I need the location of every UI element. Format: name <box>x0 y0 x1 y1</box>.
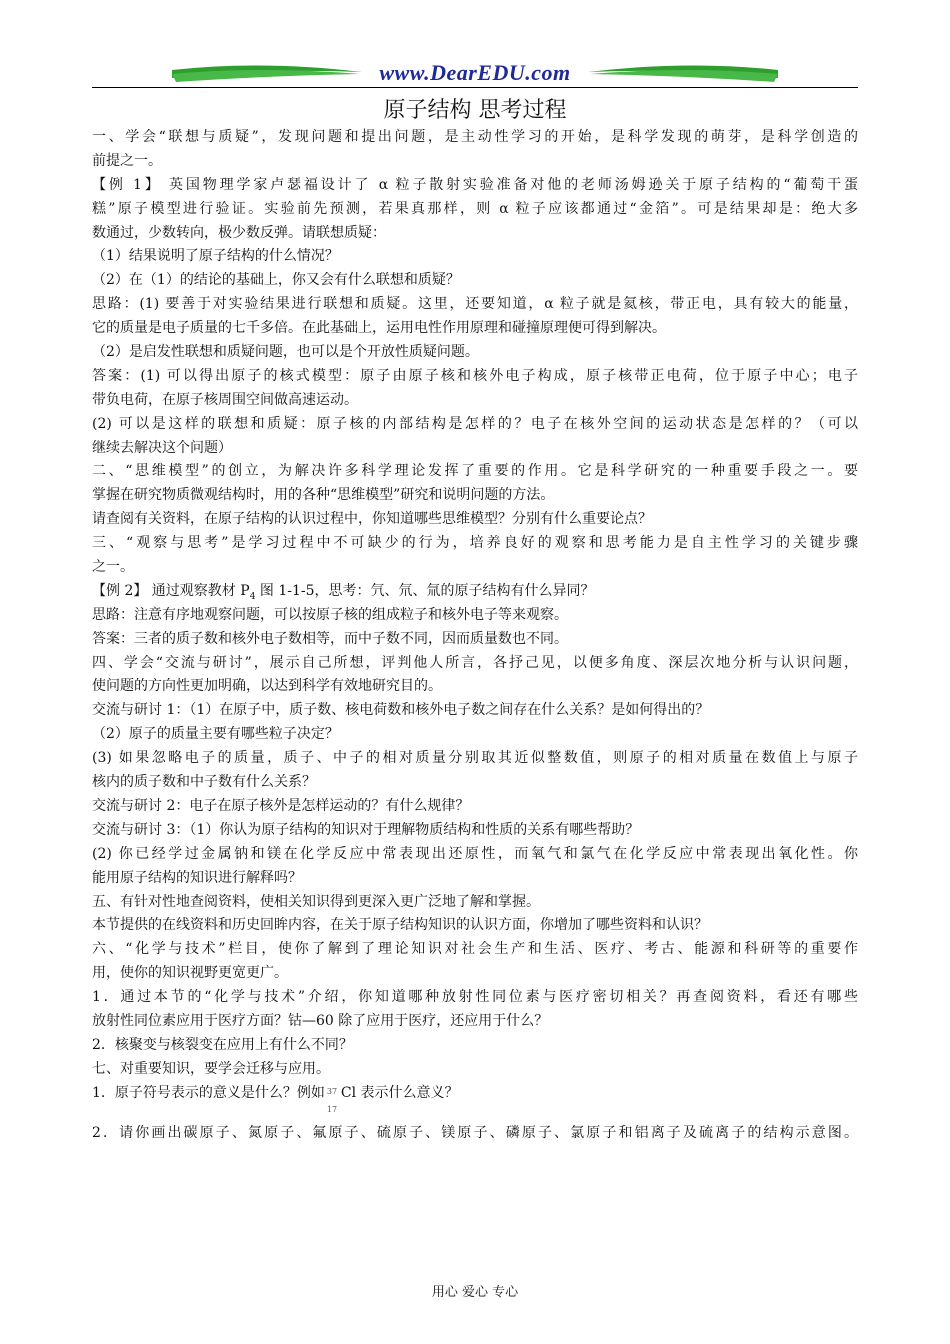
text-line: （2）在（1）的结论的基础上，你又会有什么联想和质疑？ <box>92 272 460 289</box>
text-line: 本节提供的在线资料和历史回眸内容，在关于原子结构知识的认识方面，你增加了哪些资料和认识？ <box>92 917 708 934</box>
text-line: 六、“化学与技术”栏目，使你了解到了理论知识对社会生产和生活、医疗、考古、能源和科研等的重要作 <box>92 941 858 958</box>
text-line: 之一。 <box>92 559 134 576</box>
header-rule <box>92 87 858 88</box>
page-title: 原子结构 思考过程 <box>383 98 567 123</box>
text-line: （2）是启发性联想和质疑问题，也可以是个开放性质疑问题。 <box>92 344 479 361</box>
example-2-line: 【例 2】 通过观察教材 $P_4$ 图 1-1-5，思考：氕、氘、氚的原子结构有什么异同？ <box>92 582 595 602</box>
text-line: 请查阅有关资料，在原子结构的认识过程中，你知道哪些思维模型？分别有什么重要论点？ <box>92 511 652 528</box>
text-line: 四、学会“交流与研讨”，展示自己所想，评判他人所言，各抒己见，以便多角度、深层次地分析与认识问题， <box>92 654 858 671</box>
text-line: 放射性同位素应用于医疗方面？钴—60 除了应用于医疗，还应用于什么？ <box>92 1012 549 1029</box>
text-line: 【例 1】 英国物理学家卢瑟福设计了 α 粒子散射实验准备对他的老师汤姆逊关于原子结构的“葡萄干蛋 <box>92 176 858 193</box>
text-line: 数通过，少数转向，极少数反弹。请联想质疑： <box>92 224 386 241</box>
text-line: 1．通过本节的“化学与技术”介绍，你知道哪种放射性同位素与医疗密切相关？再查阅资料，看还有哪些 <box>92 989 858 1006</box>
text-line: 继续去解决这个问题） <box>92 439 232 456</box>
text-line: 2．核聚变与核裂变在应用上有什么不同？ <box>92 1036 353 1053</box>
text-line: 核内的质子数和中子数有什么关系？ <box>92 774 316 791</box>
text-line: (2) 可以是这样的联想和质疑：原子核的内部结构是怎样的？电子在核外空间的运动状态是怎样的？（可以 <box>92 415 858 432</box>
text-line: 它的质量是电子质量的七千多倍。在此基础上，运用电性作用原理和碰撞原理便可得到解决。 <box>92 320 666 337</box>
text-line: 用，使你的知识视野更宽更广。 <box>92 965 288 982</box>
text-line: 答案：(1) 可以得出原子的核式模型：原子由原子核和核外电子构成，原子核带正电荷，位于原子中心；电子 <box>92 367 858 384</box>
text-line: （2）原子的质量主要有哪些粒子决定？ <box>92 726 339 743</box>
text-line: 交流与研讨 3：（1）你认为原子结构的知识对于理解物质结构和性质的关系有哪些帮助？ <box>92 821 640 838</box>
text-line: 思路：注意有序地观察问题，可以按原子核的组成粒子和核外电子等来观察。 <box>92 606 568 623</box>
text-line: 三、“观察与思考”是学习过程中不可缺少的行为，培养良好的观察和思考能力是自主性学习的关键步骤 <box>92 535 858 552</box>
text-line: 思路：(1) 要善于对实验结果进行联想和质疑。这里，还要知道，α 粒子就是氦核，带正电，具有较大的能量， <box>92 296 858 313</box>
isotope-question-line: 1．原子符号表示的意义是什么？例如 37 17 Cl 表示什么意义？ <box>92 1082 858 1106</box>
text-line: 前提之一。 <box>92 152 162 169</box>
text-line: 糕”原子模型进行验证。实验前先预测，若果真那样，则 α 粒子应该都通过“金箔”。可是结果却是：绝大多 <box>92 200 858 217</box>
text-line: 带负电荷，在原子核周围空间做高速运动。 <box>92 391 358 408</box>
text-line: 答案：三者的质子数和核外电子数相等，而中子数不同，因而质量数也不同。 <box>92 630 568 647</box>
text-line: (3) 如果忽略电子的质量，质子、中子的相对质量分别取其近似整数值，则原子的相对质量在数值上与原子 <box>92 750 858 767</box>
text-line: 七、对重要知识，要学会迁移与应用。 <box>92 1060 330 1077</box>
text-line: 五、有针对性地查阅资料，使相关知识得到更深入更广泛地了解和掌握。 <box>92 893 540 910</box>
text-line: 交流与研讨 1：（1）在原子中，质子数、核电荷数和核外电子数之间存在什么关系？是如何得出的？ <box>92 702 710 719</box>
site-logo-text: www.DearEDU.com <box>379 60 571 85</box>
text-line: 一、学会“联想与质疑”，发现问题和提出问题，是主动性学习的开始，是科学发现的萌芽，是科学创造的 <box>92 129 858 145</box>
text-line: 使问题的方向性更加明确，以达到科学有效地研究目的。 <box>92 678 442 695</box>
page-footer: 用心 爱心 专心 <box>431 1285 519 1300</box>
document-body <box>92 126 858 1145</box>
text-line: 2．请你画出碳原子、氮原子、氟原子、硫原子、镁原子、磷原子、氯原子和铝离子及硫离子的结构示意图。 <box>92 1124 858 1141</box>
text-line: 掌握在研究物质微观结构时，用的各种“思维模型”研究和说明问题的方法。 <box>92 487 555 504</box>
text-line: 交流与研讨 2：电子在原子核外是怎样运动的？有什么规律？ <box>92 797 470 814</box>
text-line: 二、“思维模型”的创立，为解决许多科学理论发挥了重要的作用。它是科学研究的一种重要手段之一。要 <box>92 463 858 480</box>
isotope-notation: 37 17 <box>326 1086 338 1114</box>
text-line: 能用原子结构的知识进行解释吗？ <box>92 869 302 886</box>
text-line: （1）结果说明了原子结构的什么情况？ <box>92 248 339 265</box>
text-line: (2) 你已经学过金属钠和镁在化学反应中常表现出还原性，而氧气和氯气在化学反应中常表现出氧化性。你 <box>92 845 858 862</box>
